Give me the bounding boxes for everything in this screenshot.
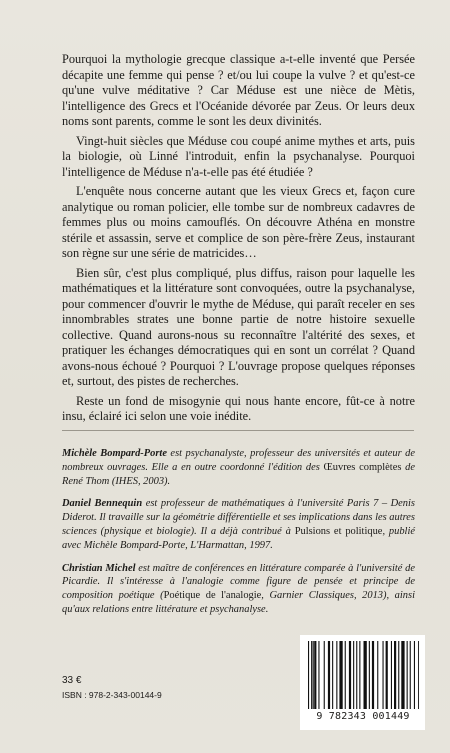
blurb-paragraph: Pourquoi la mythologie grecque classique a-t-elle inventé que Persée décapite une femme qui pense ? et/ou lui coupe la vulve ? et qu'est-ce qu'une vulve méditative ? Car Méduse est une nièce de Mètis, l'intelligence des Grecs et l'Océanide dévorée par Zeus. Or leurs deux noms sont parents, comme le sont les deux divinités. (62, 52, 415, 128)
barcode (300, 635, 425, 730)
work-title: Pulsions et politique (294, 525, 383, 537)
barcode-bars (306, 641, 419, 711)
blurb-paragraph: Vingt-huit siècles que Méduse cou coupé anime mythes et arts, puis la biologie, où Linné l'introduit, enfin la psychanalyse. Pourquoi l'intelligence de Méduse n'a-t-elle pas été étudiée ? (62, 133, 415, 179)
blurb-paragraph: Bien sûr, c'est plus compliqué, plus diffus, raison pour laquelle les mathématiques et la littérature sont convoquées, outre la psychanalyse, pour commencer d'ouvrir le mythe de Méduse, qui paraît receler en ses innombrables strates une bonne partie de notre histoire sexuelle collective. Quand aurons-nous su reconnaître l'altérité des sexes, et pratiquer les échanges démocratiques qui en sont un corrélat ? Quand avons-nous échoué ? Pourquoi ? L'ouvrage propose quelques réponses et, surtout, des pistes de recherches. (62, 265, 415, 388)
work-title: Poétique de l'analogie (163, 590, 262, 602)
back-cover-blurb (62, 52, 415, 429)
section-divider (62, 430, 414, 431)
price-label: 33 € (62, 675, 82, 686)
author-name: Christian Michel (62, 562, 136, 574)
author-bio: Christian Michel est maître de conférences en littérature comparée à l'université de Picardie. Il s'intéresse à l'analogie comme figure de pensée et principe de composition poétique (Poétique de l'analogie, Garnier Classiques, 2013), ainsi qu'aux relations entre littérature et psychanalyse. (62, 562, 415, 615)
author-bio: Daniel Bennequin est professeur de mathématiques à l'université Paris 7 – Denis Diderot. Il travaille sur la géométrie différentielle et ses implications dans les autres sciences (physique et biologie). Il a déjà contribué à Pulsions et politique, publié avec Michèle Bompard-Porte, L'Harmattan, 1997. (62, 498, 415, 551)
author-name: Daniel Bennequin (62, 498, 143, 510)
author-name: Michèle Bompard-Porte (62, 448, 167, 459)
work-title: Œuvres complètes (323, 461, 402, 473)
author-bio: Michèle Bompard-Porte est psychanalyste, professeur des universités et auteur de nombreux ouvrages. Elle a en outre coordonné l'édition des Œuvres complètes de René Thom (IHES, 2003). (62, 448, 416, 487)
isbn-label: ISBN : 978-2-343-00144-9 (62, 690, 162, 700)
blurb-paragraph: Reste un fond de misogynie qui nous hante encore, fût-ce à notre insu, éclairé ici selon une voie inédite. (62, 393, 415, 423)
author-bios (62, 447, 415, 626)
barcode-digits: 9 782343 001449 (316, 711, 410, 722)
blurb-paragraph: L'enquête nous concerne autant que les vieux Grecs et, façon cure analytique ou roman policier, elle tombe sur de nombreux cadavres de femmes plus ou moins camouflés. On découvre Athéna en monstre stérile et assassin, serve et complice de son père-frère Zeus, instaurant son règne sur une série de matricides… (62, 184, 415, 260)
